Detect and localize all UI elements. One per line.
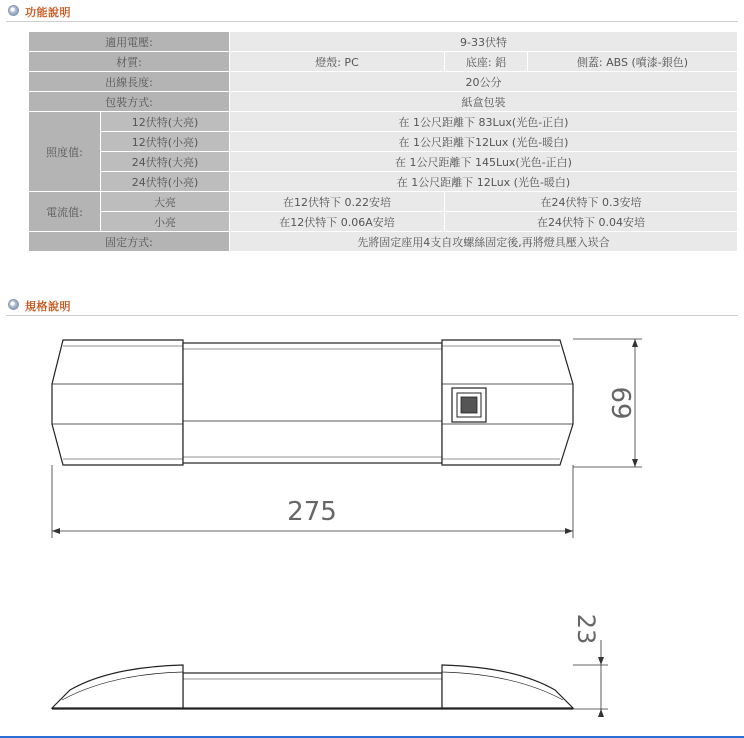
section-title: 規格說明 <box>25 300 71 313</box>
illuminance-label: 照度值: <box>29 112 101 192</box>
current-12v: 在12伏特下 0.22安培 <box>230 192 445 212</box>
material-base: 底座: 鋁 <box>445 52 528 72</box>
voltage-label: 適用電壓: <box>29 32 230 52</box>
length-label: 275 <box>287 497 337 527</box>
illuminance-value: 在 1公尺距離下 145Lux(光色-正白) <box>230 152 738 172</box>
current-sub: 大亮 <box>101 192 230 212</box>
cable-label: 出線長度: <box>29 72 230 92</box>
package-value: 紙盒包裝 <box>230 92 738 112</box>
depth-dimension <box>573 640 608 717</box>
illuminance-value: 在 1公尺距離下 12Lux (光色-暖白) <box>230 172 738 192</box>
side-view <box>52 665 573 709</box>
mounting-value: 先將固定座用4支自攻螺絲固定後,再將燈具壓入崁合 <box>230 232 738 252</box>
depth-label: 23 <box>572 613 600 645</box>
material-label: 材質: <box>29 52 230 72</box>
mounting-label: 固定方式: <box>29 232 230 252</box>
section-title: 功能說明 <box>25 6 71 19</box>
top-view <box>52 340 573 465</box>
current-sub: 小亮 <box>101 212 230 232</box>
current-label: 電流值: <box>29 192 101 232</box>
illuminance-sub: 24伏特(大亮) <box>101 152 230 172</box>
illuminance-sub: 24伏特(小亮) <box>101 172 230 192</box>
current-24v: 在24伏特下 0.04安培 <box>445 212 738 232</box>
cable-value: 20公分 <box>230 72 738 92</box>
height-label: 69 <box>605 386 635 420</box>
material-cover: 側蓋: ABS (噴漆-銀色) <box>528 52 738 72</box>
material-shell: 燈殼: PC <box>230 52 445 72</box>
illuminance-value: 在 1公尺距離下12Lux (光色-暖白) <box>230 132 738 152</box>
left-end-cap <box>52 340 183 465</box>
right-side-cap <box>442 665 573 708</box>
illuminance-value: 在 1公尺距離下 83Lux(光色-正白) <box>230 112 738 132</box>
tube-body <box>183 343 442 463</box>
current-12v: 在12伏特下 0.06A安培 <box>230 212 445 232</box>
left-side-cap <box>52 665 183 708</box>
current-24v: 在24伏特下 0.3安培 <box>445 192 738 212</box>
voltage-value: 9-33伏特 <box>230 32 738 52</box>
illuminance-sub: 12伏特(小亮) <box>101 132 230 152</box>
package-label: 包裝方式: <box>29 92 230 112</box>
illuminance-sub: 12伏特(大亮) <box>101 112 230 132</box>
